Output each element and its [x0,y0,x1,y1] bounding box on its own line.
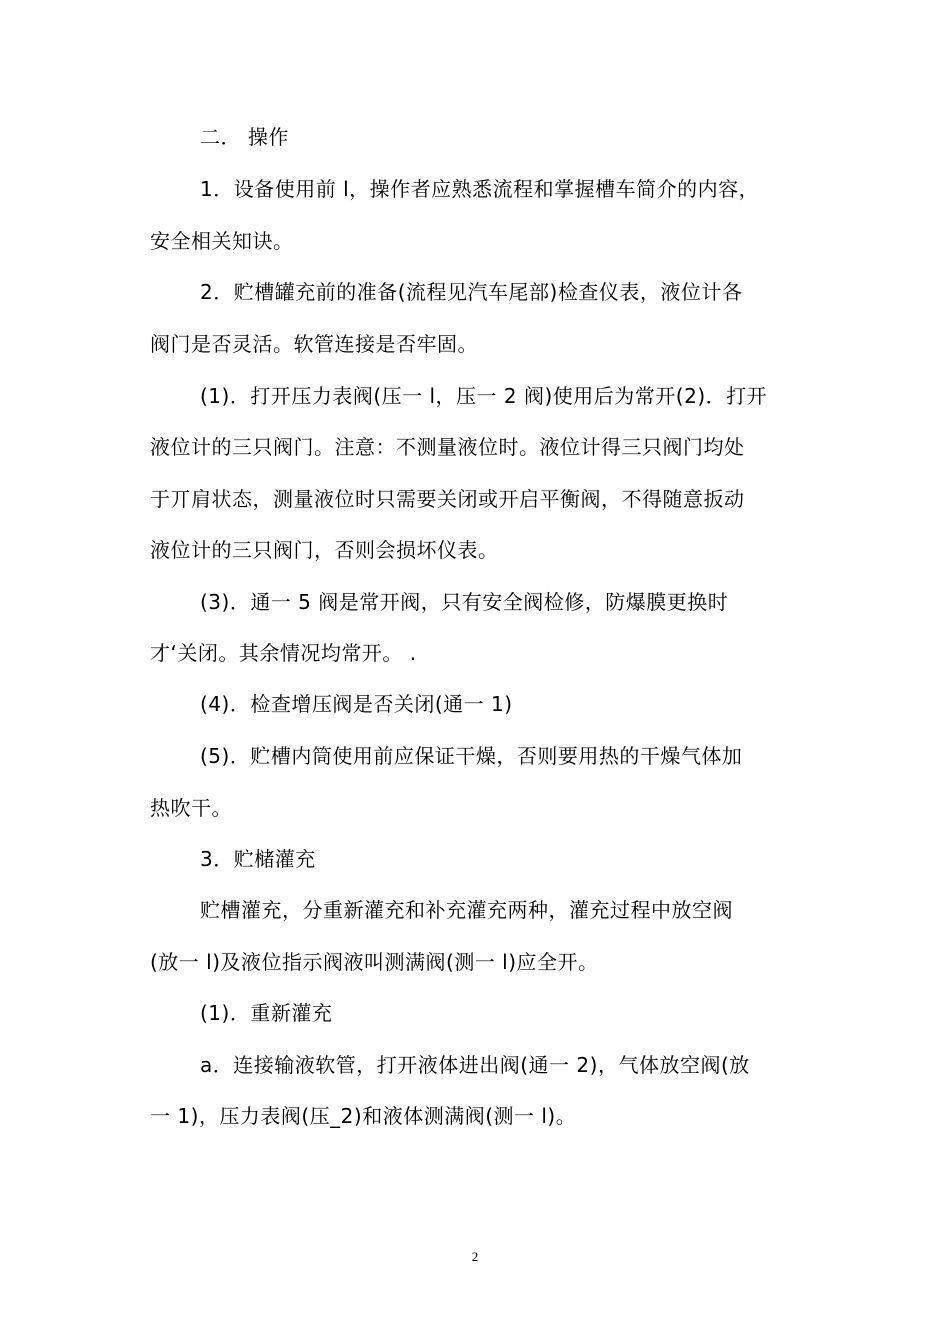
paragraph-line: 一 1)，压力表阀(压_2)和液体测满阀(测一 l)。 [150,1104,577,1128]
paragraph-line: (1)．重新灌充 [200,1001,333,1025]
paragraph-line: 安全相关知诀。 [150,229,294,253]
paragraph-line: 2．贮槽罐充前的准备(流程见汽车尾部)检查仪表，液位计各 [200,280,743,304]
paragraph-line: 液位计的三只阀门。注意：不测量液位时。液位计得三只阀门均处 [150,435,745,459]
paragraph-line: (5)．贮槽内筒使用前应保证干燥，否则要用热的干燥气体加 [200,744,743,768]
page-number: 2 [471,1249,479,1264]
paragraph-line: 1．设备使用前 l，操作者应熟悉流程和掌握槽车简介的内容， [200,177,760,201]
paragraph-line: (放一 l)及液位指示阀液叫测满阀(测一 l)应全开。 [150,950,599,974]
paragraph-line: (4)．检查增压阀是否关闭(通一 1) [200,692,513,716]
paragraph-line: 阀门是否灵活。软管连接是否牢固。 [150,332,478,356]
paragraph-line: (1)．打开压力表阀(压一 l，压一 2 阀)使用后为常开(2)．打开 [200,384,768,408]
paragraph-line: 贮槽灌充，分重新灌充和补充灌充两种，灌充过程中放空阀 [200,898,733,922]
paragraph-line: a．连接输液软管，打开液体进出阀(通一 2)，气体放空阀(放 [200,1053,750,1077]
section-heading: 二． 操作 [200,125,289,149]
paragraph-line: (3)．通一 5 阀是常开阀，只有安全阀检修，防爆膜更换时 [200,590,729,614]
paragraph-line: 液位计的三只阀门，否则会损坏仪表。 [150,538,499,562]
section-heading: 3．贮槠灌充 [200,847,316,871]
paragraph-line: 于丌肩状态，测量液位时只需要关闭或开启平衡阀，不得随意扳动 [150,487,745,511]
paragraph-line: 才‘关闭。其余情况均常开。 . [150,641,417,665]
paragraph-line: 热吹干。 [150,796,232,820]
